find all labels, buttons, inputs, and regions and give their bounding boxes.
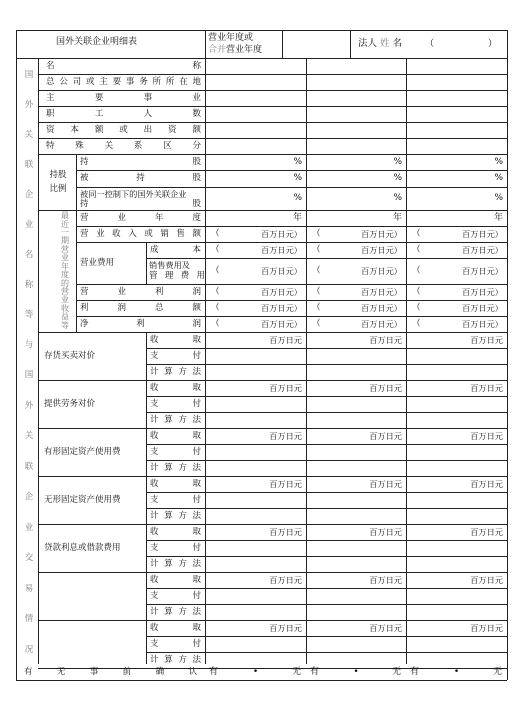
total-profit-label: 利 润 总 额 [80, 302, 201, 313]
ratio-row-label-2: 持 股 [80, 198, 201, 209]
no-option[interactable]: 无 [292, 666, 302, 677]
tx-unit: 百万日元 [470, 430, 503, 441]
tx-unit: 百万日元 [369, 574, 402, 585]
tx-sub-row-label: 收 取 [150, 574, 201, 585]
amount-paren: （ [211, 302, 220, 313]
amount-unit: 百万日元） [361, 265, 402, 276]
form-title: 国外关联企业明细表 [56, 36, 138, 47]
tx-sub-divider [146, 332, 147, 664]
yes-option[interactable]: 有 [310, 666, 320, 677]
header-divider-2 [282, 30, 283, 58]
amount-paren: （ [312, 286, 321, 297]
percent-unit: % [293, 173, 302, 183]
info-row-label: 特 殊 关 系 区 分 [46, 140, 201, 151]
amount-unit: 百万日元） [462, 244, 503, 255]
tx-unit: 百万日元 [269, 382, 302, 393]
sga-label-2: 管 理 费 用 [149, 271, 205, 282]
amount-paren: （ [412, 228, 421, 239]
year-unit: 年 [493, 212, 503, 223]
amount-unit: 百万日元） [261, 228, 302, 239]
amount-unit: 百万日元） [261, 286, 302, 297]
amount-paren: （ [211, 265, 220, 276]
amount-unit: 百万日元） [462, 265, 503, 276]
ratio-row-label: 被同一控制下的国外关联企业 [80, 188, 187, 199]
tx-sub-row-label: 收 取 [150, 478, 201, 489]
tx-sub-row-label: 支 付 [150, 638, 201, 649]
amount-paren: （ [412, 244, 421, 255]
ratio-group-label: 持股 [49, 169, 67, 180]
sga-label: 销售费用及 [149, 259, 190, 270]
tx-sub-row-label: 收 取 [150, 526, 201, 537]
operating-profit-label: 营 业 利 润 [80, 286, 201, 297]
results-group-label: 最 近 一 期 营 业 年 度 的 营 业 收 益 等 [61, 211, 69, 330]
amount-unit: 百万日元） [462, 318, 503, 329]
percent-unit: % [293, 193, 302, 203]
value-column-divider [306, 58, 307, 664]
tx-sub-row-label: 支 付 [150, 398, 201, 409]
percent-unit: % [293, 156, 302, 167]
info-row-label: 职 工 人 数 [46, 108, 201, 119]
tx-sub-row-label: 支 付 [150, 446, 201, 457]
amount-unit: 百万日元） [462, 302, 503, 313]
tx-sub-row-label: 计 算 方 法 [150, 366, 201, 377]
left-band-transactions: 与 国 外 关 联 企 业 交 易 情 况 [24, 339, 34, 655]
value-column-divider [406, 58, 407, 664]
amount-unit: 百万日元） [261, 302, 302, 313]
tx-sub-row-label: 计 算 方 法 [150, 606, 201, 617]
no-option[interactable]: 无 [392, 666, 402, 677]
tx-sub-row-label: 计 算 方 法 [150, 462, 201, 473]
amount-unit: 百万日元） [462, 286, 503, 297]
value-column-divider [205, 58, 206, 664]
amount-paren: （ [312, 302, 321, 313]
info-row-label: 主 要 事 业 [46, 92, 201, 103]
yes-option[interactable]: 有 [410, 666, 420, 677]
rep-paren-open: （ [425, 38, 435, 49]
left-band-company-name-etc: 国 外 关 联 企 业 名 称 等 [24, 69, 34, 320]
tx-group-label: 贷款利息或借款费用 [44, 542, 121, 553]
tx-sub-row-label: 计 算 方 法 [150, 654, 201, 665]
tx-unit: 百万日元 [369, 622, 402, 633]
amount-paren: （ [211, 318, 220, 329]
ratio-group-label-2: 比例 [49, 183, 67, 194]
fiscal-year-label-2: 合并营业年度 [208, 45, 263, 55]
tx-sub-row-label: 收 取 [150, 334, 201, 345]
tx-unit: 百万日元 [369, 478, 402, 489]
tx-group-label: 无形固定资产使用费 [44, 494, 121, 505]
percent-unit: % [494, 193, 503, 203]
tx-group-label: 提供劳务对价 [44, 398, 96, 409]
tx-unit: 百万日元 [269, 478, 302, 489]
percent-unit: % [494, 173, 503, 183]
percent-unit: % [393, 173, 402, 183]
amount-paren: （ [312, 318, 321, 329]
amount-paren: （ [312, 244, 321, 255]
info-row-label: 总 公 司 或 主 要 事 务 所 所 在 地 [46, 76, 201, 87]
tx-unit: 百万日元 [470, 574, 503, 585]
tx-unit: 百万日元 [470, 478, 503, 489]
amount-unit: 百万日元） [261, 244, 302, 255]
amount-paren: （ [412, 318, 421, 329]
results-year-label: 营 业 年 度 [80, 212, 201, 223]
year-unit: 年 [392, 212, 402, 223]
tx-sub-row-label: 支 付 [150, 542, 201, 553]
representative-name-label: 法人 姓 名 [358, 38, 403, 49]
yes-option[interactable]: 有 [209, 666, 219, 677]
tx-sub-row-label: 支 付 [150, 590, 201, 601]
tx-sub-row-label: 支 付 [150, 350, 201, 361]
dot-separator: • [353, 666, 359, 677]
tx-sub-row-label: 计 算 方 法 [150, 558, 201, 569]
left-band-divider [38, 58, 39, 664]
amount-unit: 百万日元） [462, 228, 503, 239]
amount-paren: （ [211, 244, 220, 255]
tx-sub-row-label: 支 付 [150, 494, 201, 505]
amount-paren: （ [211, 286, 220, 297]
no-option[interactable]: 无 [493, 666, 503, 677]
tx-unit: 百万日元 [369, 382, 402, 393]
amount-unit: 百万日元） [261, 265, 302, 276]
expenses-sub-divider [146, 242, 147, 284]
tx-unit: 百万日元 [269, 334, 302, 345]
info-row-label: 名 称 [46, 60, 201, 71]
sub-label-divider [76, 154, 77, 332]
percent-unit: % [494, 156, 503, 167]
tx-sub-row-label: 收 取 [150, 622, 201, 633]
prior-confirmation-label: 有 无 事 前 确 认 [24, 666, 197, 677]
tx-unit: 百万日元 [269, 622, 302, 633]
amount-unit: 百万日元） [361, 286, 402, 297]
tx-unit: 百万日元 [470, 526, 503, 537]
tx-sub-row-label: 收 取 [150, 382, 201, 393]
year-unit: 年 [292, 212, 302, 223]
dot-separator: • [252, 666, 259, 677]
amount-unit: 百万日元） [361, 302, 402, 313]
dot-separator: • [453, 666, 460, 677]
results-revenue-label: 营 业 收 入 或 销 售 额 [80, 228, 201, 239]
tx-unit: 百万日元 [269, 574, 302, 585]
tx-sub-row-label: 收 取 [150, 430, 201, 441]
header-divider-3 [350, 30, 351, 58]
percent-unit: % [393, 193, 402, 203]
outer-bottom-border [16, 680, 507, 681]
amount-paren: （ [312, 265, 321, 276]
header-divider-1 [205, 30, 206, 58]
amount-paren: （ [412, 286, 421, 297]
fiscal-year-label: 营业年度或 [208, 32, 254, 43]
header-top-border [16, 30, 507, 31]
tx-group-label: 有形固定资产使用费 [44, 446, 121, 457]
amount-unit: 百万日元） [361, 244, 402, 255]
amount-unit: 百万日元） [261, 318, 302, 329]
amount-paren: （ [412, 265, 421, 276]
rep-paren-close: ） [488, 38, 498, 49]
tx-unit: 百万日元 [269, 430, 302, 441]
tx-sub-row-label: 计 算 方 法 [150, 414, 201, 425]
tx-sub-row-label: 计 算 方 法 [150, 510, 201, 521]
tx-unit: 百万日元 [470, 382, 503, 393]
amount-paren: （ [412, 302, 421, 313]
amount-paren: （ [211, 228, 220, 239]
net-profit-label: 净 利 润 [80, 318, 201, 329]
tx-unit: 百万日元 [470, 622, 503, 633]
tx-unit: 百万日元 [369, 430, 402, 441]
info-row-label: 资 本 额 或 出 资 额 [46, 124, 201, 135]
ratio-group-bottom [38, 210, 76, 211]
amount-unit: 百万日元） [361, 318, 402, 329]
tx-group-label: 存货买卖对价 [44, 350, 96, 361]
tx-unit: 百万日元 [470, 334, 503, 345]
outer-right-border [507, 30, 508, 680]
tx-unit: 百万日元 [369, 334, 402, 345]
outer-left-border [16, 30, 17, 680]
amount-paren: （ [312, 228, 321, 239]
tx-unit: 百万日元 [369, 526, 402, 537]
ratio-row-label: 被 持 股 [80, 173, 201, 184]
cost-label: 成 本 [150, 244, 201, 255]
ratio-row-label: 持 股 [80, 156, 201, 167]
amount-unit: 百万日元） [361, 228, 402, 239]
tx-unit: 百万日元 [269, 526, 302, 537]
percent-unit: % [393, 156, 402, 167]
expenses-label: 营业费用 [80, 257, 115, 268]
